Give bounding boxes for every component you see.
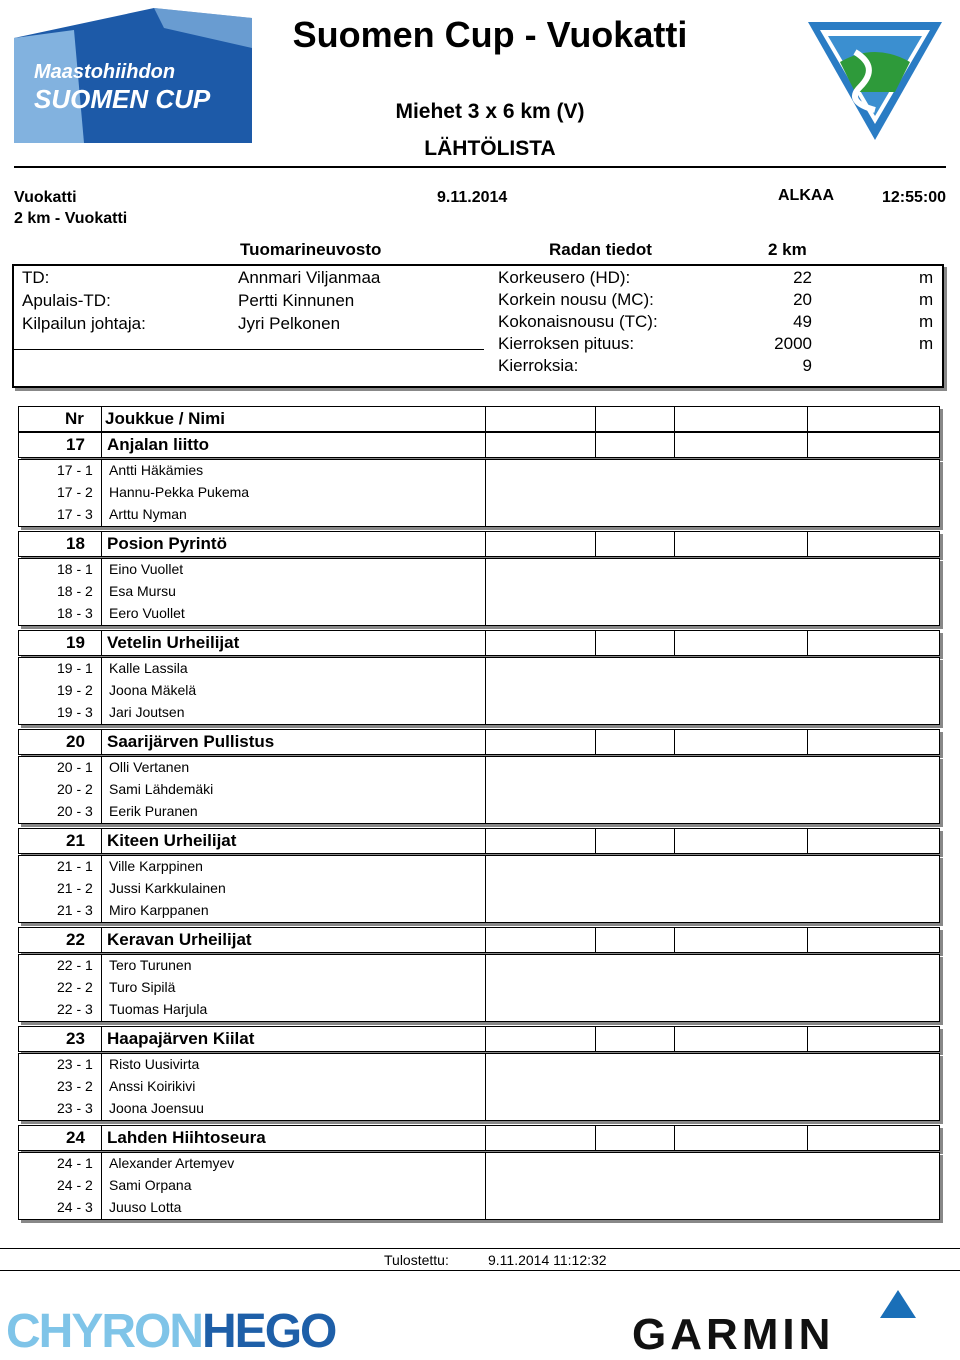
column-divider — [485, 829, 486, 853]
document-type: LÄHTÖLISTA — [424, 137, 556, 160]
header-team-name: Joukkue / Nimi — [105, 409, 225, 428]
column-divider — [807, 829, 808, 853]
ski-association-emblem — [800, 12, 950, 147]
team-name: Lahden Hiihtoseura — [107, 1128, 266, 1147]
column-divider — [674, 433, 675, 457]
member-name: Olli Vertanen — [109, 759, 190, 775]
column-divider — [485, 631, 486, 655]
member-block — [18, 558, 940, 626]
column-divider — [101, 559, 102, 625]
member-bib: 19 - 2 — [57, 682, 93, 698]
member-name: Miro Karppanen — [109, 902, 209, 918]
member-bib: 22 - 1 — [57, 957, 93, 973]
column-divider — [485, 1153, 486, 1219]
member-name: Antti Häkämies — [109, 462, 204, 478]
hego-text: HEGO — [202, 1305, 336, 1358]
team-name: Haapajärven Kiilat — [107, 1029, 255, 1048]
team-number: 19 — [66, 633, 85, 652]
team-name: Kiteen Urheilijat — [107, 831, 237, 850]
column-divider — [807, 1126, 808, 1150]
column-divider — [101, 1126, 102, 1150]
member-block — [18, 1053, 940, 1121]
member-bib: 24 - 2 — [57, 1177, 93, 1193]
team-name: Keravan Urheilijat — [107, 930, 252, 949]
course-value: 22 — [793, 268, 812, 287]
team-row — [18, 729, 940, 755]
column-divider — [674, 928, 675, 952]
jury-name: Annmari Viljanmaa — [238, 268, 381, 287]
column-divider — [101, 433, 102, 457]
member-name: Alexander Artemyev — [109, 1155, 235, 1171]
column-divider — [674, 1027, 675, 1051]
column-divider — [485, 532, 486, 556]
member-name: Jari Joutsen — [109, 704, 185, 720]
member-bib: 19 - 1 — [57, 660, 93, 676]
course-unit: m — [919, 334, 934, 353]
course-title: Radan tiedot — [549, 240, 652, 259]
member-name: Eero Vuollet — [109, 605, 185, 621]
member-name: Joona Joensuu — [109, 1100, 204, 1116]
member-block — [18, 1152, 940, 1220]
printed-timestamp: 9.11.2014 11:12:32 — [488, 1252, 607, 1268]
column-divider — [485, 1126, 486, 1150]
column-divider — [485, 757, 486, 823]
member-name: Tuomas Harjula — [109, 1001, 208, 1017]
team-number: 18 — [66, 534, 85, 553]
column-divider — [101, 1054, 102, 1120]
team-number: 20 — [66, 732, 85, 751]
column-divider — [595, 829, 596, 853]
column-divider — [595, 631, 596, 655]
member-block — [18, 459, 940, 527]
column-divider — [485, 559, 486, 625]
column-divider — [807, 532, 808, 556]
member-block — [18, 855, 940, 923]
course-unit: m — [919, 312, 934, 331]
garmin-triangle-icon — [880, 1290, 916, 1323]
column-divider — [101, 631, 102, 655]
team-number: 24 — [66, 1128, 85, 1147]
member-bib: 23 - 1 — [57, 1056, 93, 1072]
jury-title: Tuomarineuvosto — [240, 240, 382, 259]
box-divider — [14, 349, 484, 350]
course-label: Kierroksen pituus: — [498, 334, 635, 353]
start-label: ALKAA — [778, 187, 834, 204]
track-name: 2 km - Vuokatti — [14, 210, 128, 227]
member-name: Juuso Lotta — [109, 1199, 182, 1215]
member-name: Sami Orpana — [109, 1177, 192, 1193]
column-divider — [485, 928, 486, 952]
member-bib: 17 - 2 — [57, 484, 93, 500]
column-divider — [101, 928, 102, 952]
garmin-logo: GARMIN — [632, 1310, 835, 1359]
member-bib: 17 - 3 — [57, 506, 93, 522]
column-divider — [485, 1027, 486, 1051]
course-value: 9 — [802, 356, 812, 375]
page-title: Suomen Cup - Vuokatti — [292, 14, 688, 55]
team-row — [18, 1026, 940, 1052]
column-divider — [101, 1153, 102, 1219]
member-name: Tero Turunen — [109, 957, 192, 973]
member-block — [18, 657, 940, 725]
column-divider — [101, 757, 102, 823]
course-distance: 2 km — [768, 240, 807, 259]
column-divider — [807, 1027, 808, 1051]
jury-role: Apulais-TD: — [22, 291, 111, 310]
member-bib: 23 - 3 — [57, 1100, 93, 1116]
column-divider — [485, 658, 486, 724]
column-divider — [101, 1027, 102, 1051]
column-divider — [101, 658, 102, 724]
member-bib: 20 - 1 — [57, 759, 93, 775]
team-name: Posion Pyrintö — [107, 534, 227, 553]
column-divider — [101, 955, 102, 1021]
column-divider — [807, 631, 808, 655]
column-divider — [595, 532, 596, 556]
column-divider — [101, 856, 102, 922]
venue: Vuokatti — [14, 189, 77, 206]
member-block — [18, 954, 940, 1022]
column-divider — [485, 433, 486, 457]
member-bib: 18 - 3 — [57, 605, 93, 621]
member-name: Anssi Koirikivi — [109, 1078, 196, 1094]
column-divider — [485, 1054, 486, 1120]
team-name: Vetelin Urheilijat — [107, 633, 240, 652]
member-name: Eerik Puranen — [109, 803, 198, 819]
chyronhego-logo — [6, 1304, 335, 1359]
member-name: Kalle Lassila — [109, 660, 188, 676]
footer-line-bottom — [0, 1270, 960, 1271]
course-value: 2000 — [774, 334, 812, 353]
column-divider — [101, 730, 102, 754]
member-name: Hannu-Pekka Pukema — [109, 484, 250, 500]
member-bib: 22 - 3 — [57, 1001, 93, 1017]
column-divider — [485, 460, 486, 526]
member-bib: 21 - 1 — [57, 858, 93, 874]
column-divider — [807, 407, 808, 431]
team-row — [18, 1125, 940, 1151]
column-divider — [807, 730, 808, 754]
member-name: Arttu Nyman — [109, 506, 187, 522]
member-name: Joona Mäkelä — [109, 682, 197, 698]
member-bib: 18 - 2 — [57, 583, 93, 599]
column-divider — [595, 928, 596, 952]
member-bib: 21 - 2 — [57, 880, 93, 896]
member-bib: 24 - 3 — [57, 1199, 93, 1215]
column-divider — [674, 532, 675, 556]
team-row — [18, 531, 940, 557]
column-divider — [101, 532, 102, 556]
header-divider — [14, 166, 946, 168]
team-row — [18, 927, 940, 953]
column-divider — [595, 1126, 596, 1150]
member-bib: 19 - 3 — [57, 704, 93, 720]
member-bib: 23 - 2 — [57, 1078, 93, 1094]
column-divider — [674, 1126, 675, 1150]
member-name: Esa Mursu — [109, 583, 176, 599]
column-divider — [101, 407, 102, 431]
jury-name: Pertti Kinnunen — [238, 291, 355, 310]
course-unit: m — [919, 268, 934, 287]
column-divider — [807, 433, 808, 457]
team-number: 22 — [66, 930, 85, 949]
team-number: 17 — [66, 435, 85, 454]
column-divider — [595, 730, 596, 754]
team-name: Anjalan liitto — [107, 435, 209, 454]
header-nr: Nr — [65, 409, 84, 428]
officials-course-box — [12, 264, 944, 388]
member-block — [18, 756, 940, 824]
team-number: 23 — [66, 1029, 85, 1048]
column-divider — [485, 955, 486, 1021]
member-bib: 20 - 3 — [57, 803, 93, 819]
race-date: 9.11.2014 — [437, 189, 508, 206]
column-divider — [101, 829, 102, 853]
column-divider — [595, 1027, 596, 1051]
logo-text-2: SUOMEN CUP — [34, 84, 211, 114]
team-row — [18, 630, 940, 656]
column-divider — [674, 730, 675, 754]
column-divider — [674, 829, 675, 853]
member-bib: 18 - 1 — [57, 561, 93, 577]
column-divider — [485, 407, 486, 431]
member-name: Turo Sipilä — [109, 979, 176, 995]
column-divider — [595, 407, 596, 431]
chyron-text: CHYRON — [6, 1305, 203, 1358]
course-label: Kierroksia: — [498, 356, 579, 375]
member-bib: 21 - 3 — [57, 902, 93, 918]
course-value: 20 — [793, 290, 812, 309]
table-header-row — [18, 406, 940, 432]
member-bib: 17 - 1 — [57, 462, 93, 478]
member-name: Sami Lähdemäki — [109, 781, 214, 797]
jury-role: TD: — [22, 268, 50, 287]
printed-label: Tulostettu: — [384, 1252, 449, 1268]
column-divider — [101, 460, 102, 526]
event-subtitle: Miehet 3 x 6 km (V) — [395, 100, 585, 123]
column-divider — [485, 730, 486, 754]
jury-name: Jyri Pelkonen — [238, 314, 341, 333]
logo-text-1: Maastohiihdon — [34, 61, 176, 83]
member-bib: 22 - 2 — [57, 979, 93, 995]
member-bib: 24 - 1 — [57, 1155, 93, 1171]
course-label: Korkeusero (HD): — [498, 268, 631, 287]
course-unit: m — [919, 290, 934, 309]
column-divider — [674, 407, 675, 431]
column-divider — [485, 856, 486, 922]
member-bib: 20 - 2 — [57, 781, 93, 797]
course-label: Kokonaisnousu (TC): — [498, 312, 658, 331]
team-row — [18, 828, 940, 854]
column-divider — [674, 631, 675, 655]
member-name: Ville Karppinen — [109, 858, 203, 874]
course-value: 49 — [793, 312, 812, 331]
team-number: 21 — [66, 831, 85, 850]
member-name: Risto Uusivirta — [109, 1056, 200, 1072]
column-divider — [807, 928, 808, 952]
column-divider — [595, 433, 596, 457]
team-name: Saarijärven Pullistus — [107, 732, 275, 751]
jury-role: Kilpailun johtaja: — [22, 314, 146, 333]
start-time: 12:55:00 — [882, 189, 947, 206]
team-row — [18, 432, 940, 458]
member-name: Jussi Karkkulainen — [109, 880, 226, 896]
member-name: Eino Vuollet — [109, 561, 184, 577]
course-label: Korkein nousu (MC): — [498, 290, 654, 309]
footer-line-top — [0, 1248, 960, 1249]
